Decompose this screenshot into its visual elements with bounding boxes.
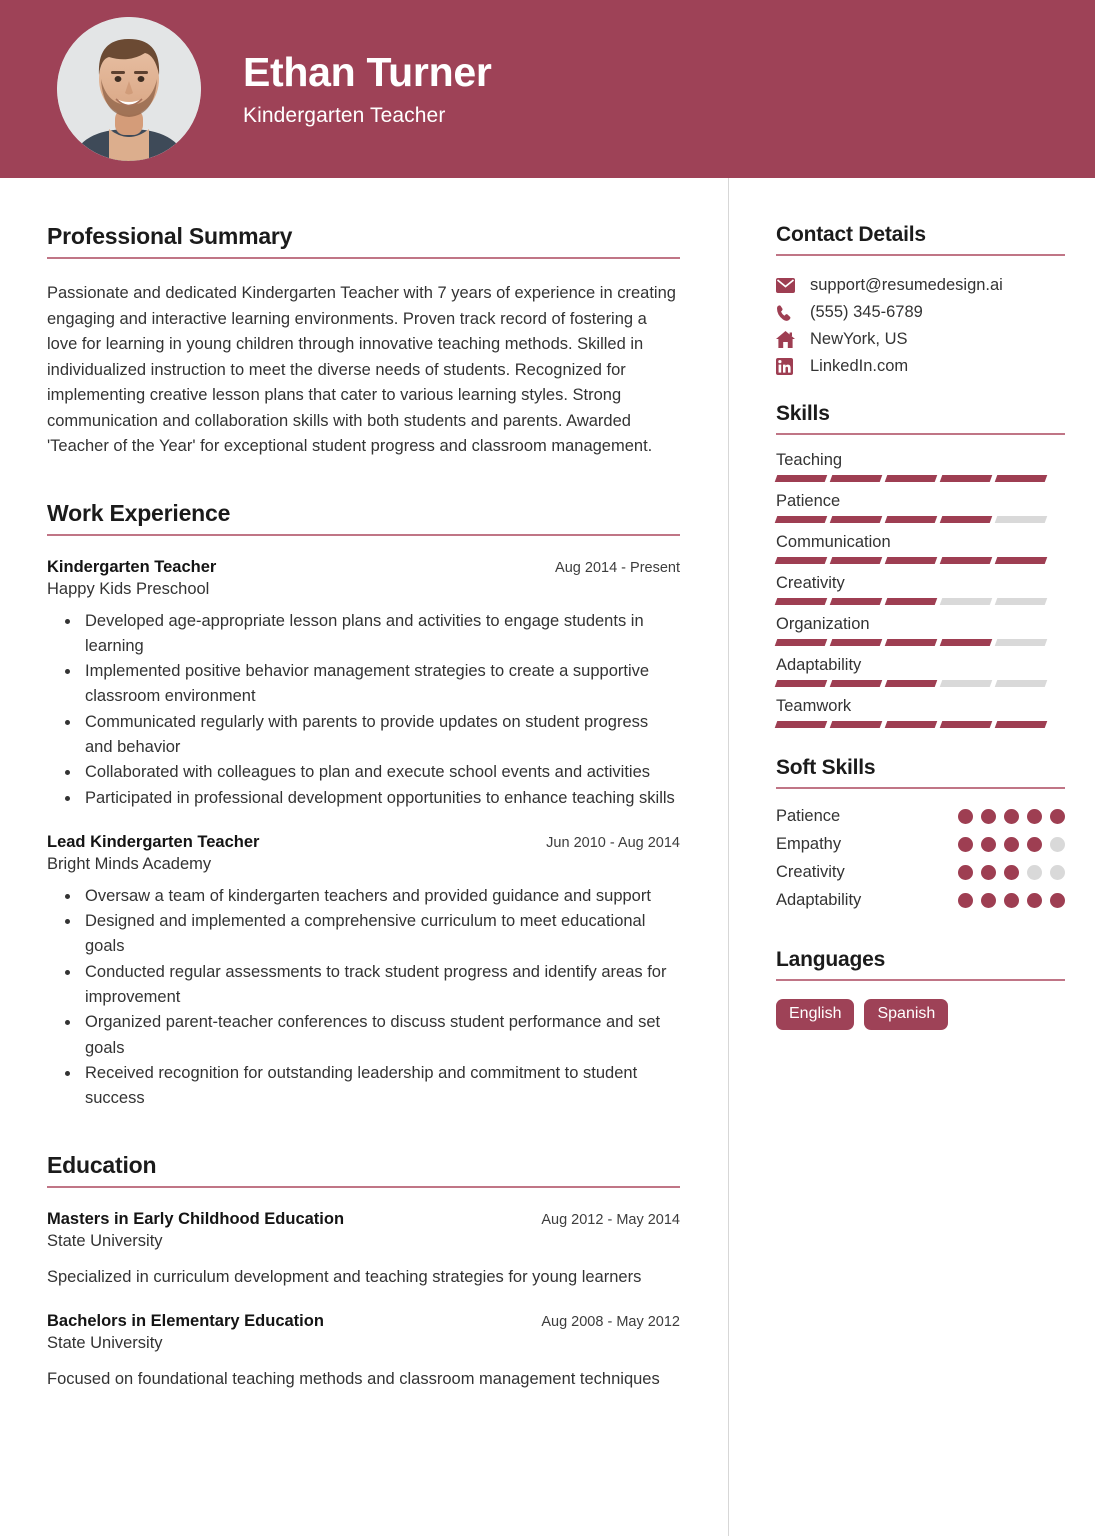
experience-bullet: • Communicated regularly with parents to provide updates on student progress and behavior [81, 710, 680, 761]
skill-bar-segment [885, 598, 938, 605]
section-heading: Contact Details [776, 223, 926, 246]
section-heading: Professional Summary [47, 223, 293, 249]
summary-text: Passionate and dedicated Kindergarten Teacher with 7 years of experience in creating engaging and interactive learning environments. Proven track record of fostering a love for learning in young children through innovative teaching methods. Skilled in individualized instruction to meet the diverse needs of students. Recognized for implementing creative lesson plans that cater to various learning styles. Strong communication and collaboration skills with both students and parents. Awarded 'Teacher of the Year' for exceptional student progress and classroom management. [47, 284, 676, 455]
experience-list [47, 558, 680, 1112]
entry-header [47, 558, 680, 577]
education-list [47, 1210, 680, 1393]
section-underline [776, 254, 1065, 256]
linkedin-icon [776, 358, 798, 375]
degree-date: Aug 2008 - May 2012 [541, 1314, 680, 1331]
skill-bar-segment [995, 721, 1048, 728]
experience-bullet: • Implemented positive behavior management strategies to create a supportive classroom environment [81, 659, 680, 710]
skill-bar-segment [940, 721, 993, 728]
skill-item [776, 574, 1065, 605]
experience-bullet: • Developed age-appropriate lesson plans and activities to engage students in learning [81, 609, 680, 660]
soft-skill-row [776, 807, 1065, 826]
skill-bar-segment [995, 598, 1048, 605]
skill-bar-segment [775, 516, 828, 523]
soft-skill-name: Creativity [776, 863, 845, 881]
rating-dot [1027, 865, 1042, 880]
job-date: Jun 2010 - Aug 2014 [546, 834, 680, 851]
school-name: State University [47, 1334, 163, 1353]
contact-value: (555) 345-6789 [810, 303, 923, 321]
resume-body [0, 178, 1095, 1536]
degree-title: Bachelors in Elementary Education [47, 1312, 324, 1331]
language-badge[interactable]: English [776, 999, 854, 1030]
soft-skill-rating [958, 809, 1065, 824]
rating-dot [1004, 837, 1019, 852]
job-role: Kindergarten Teacher [47, 557, 217, 576]
contact-row[interactable] [776, 357, 1065, 376]
skill-item [776, 492, 1065, 523]
skill-bar-segment [940, 475, 993, 482]
contact-value: LinkedIn.com [810, 357, 909, 375]
skill-bar-segment [775, 475, 828, 482]
skill-name: Adaptability [776, 656, 862, 674]
soft-skill-rating [958, 893, 1065, 908]
skill-bar [776, 557, 1046, 564]
skill-bar [776, 639, 1046, 646]
skill-bar [776, 598, 1046, 605]
profile-photo-icon [57, 17, 201, 161]
rating-dot [958, 865, 973, 880]
contact-value: support@resumedesign.ai [810, 276, 1003, 294]
soft-skill-rating [958, 837, 1065, 852]
skill-name: Organization [776, 615, 870, 633]
skill-bar [776, 680, 1046, 687]
experience-bullet: • Oversaw a team of kindergarten teachers and provided guidance and support [81, 884, 680, 909]
contact-value: NewYork, US [810, 330, 908, 348]
sidebar-column [728, 178, 1095, 1536]
education-entry [47, 1312, 680, 1393]
skill-name: Teamwork [776, 697, 852, 715]
job-title: Kindergarten Teacher [243, 103, 446, 127]
skill-bar-segment [995, 475, 1048, 482]
skill-bar-segment [885, 475, 938, 482]
skill-bar-segment [775, 557, 828, 564]
avatar [57, 17, 201, 161]
job-organization: Bright Minds Academy [47, 854, 212, 873]
experience-bullet: • Conducted regular assessments to track student progress and identify areas for improvement [81, 960, 680, 1011]
entry-header [47, 1312, 680, 1331]
soft-skill-row [776, 863, 1065, 882]
skill-bar-segment [830, 475, 883, 482]
skill-item [776, 697, 1065, 728]
skill-bar [776, 475, 1046, 482]
skill-item [776, 533, 1065, 564]
skill-item [776, 451, 1065, 482]
job-date: Aug 2014 - Present [555, 559, 680, 576]
skill-bar-segment [940, 516, 993, 523]
soft-skill-name: Empathy [776, 835, 842, 853]
section-underline [47, 1186, 680, 1188]
contact-row[interactable] [776, 276, 1065, 295]
rating-dot [1004, 809, 1019, 824]
skills-list [776, 451, 1065, 728]
phone-icon [776, 304, 798, 322]
section-contact-details [776, 223, 1065, 256]
skill-bar-segment [830, 639, 883, 646]
soft-skills-list [776, 807, 1065, 910]
soft-skill-row [776, 835, 1065, 854]
rating-dot [1050, 865, 1065, 880]
skill-name: Patience [776, 492, 841, 510]
rating-dot [958, 837, 973, 852]
rating-dot [1027, 893, 1042, 908]
contact-row[interactable] [776, 303, 1065, 322]
rating-dot [981, 837, 996, 852]
section-underline [47, 534, 680, 536]
skill-bar-segment [775, 639, 828, 646]
main-column [0, 178, 728, 1536]
rating-dot [958, 893, 973, 908]
section-languages [776, 948, 1065, 981]
degree-title: Masters in Early Childhood Education [47, 1209, 345, 1228]
experience-bullet: • Designed and implemented a comprehensive curriculum to meet educational goals [81, 909, 680, 960]
section-heading: Education [47, 1151, 157, 1178]
rating-dot [981, 809, 996, 824]
rating-dot [981, 893, 996, 908]
degree-description: Specialized in curriculum development and teaching strategies for young learners [47, 1267, 642, 1286]
rating-dot [1004, 893, 1019, 908]
section-heading: Soft Skills [776, 756, 876, 779]
skill-bar-segment [885, 721, 938, 728]
skill-bar-segment [830, 680, 883, 687]
skill-bar-segment [940, 598, 993, 605]
section-skills [776, 402, 1065, 435]
section-underline [776, 433, 1065, 435]
job-organization: Happy Kids Preschool [47, 579, 210, 598]
entry-header [47, 1210, 680, 1229]
full-name: Ethan Turner [243, 49, 492, 96]
rating-dot [958, 809, 973, 824]
job-role: Lead Kindergarten Teacher [47, 832, 260, 851]
skill-bar-segment [830, 721, 883, 728]
contact-list [776, 276, 1065, 376]
skill-bar-segment [995, 680, 1048, 687]
rating-dot [1004, 865, 1019, 880]
skill-bar-segment [885, 557, 938, 564]
soft-skill-rating [958, 865, 1065, 880]
skill-bar-segment [995, 557, 1048, 564]
home-icon [776, 331, 798, 348]
experience-bullets [47, 884, 680, 1112]
section-underline [47, 257, 680, 259]
skill-bar [776, 721, 1046, 728]
skill-bar-segment [775, 680, 828, 687]
header-text [243, 50, 492, 127]
language-badge[interactable]: Spanish [864, 999, 948, 1030]
section-heading: Skills [776, 402, 830, 425]
school-name: State University [47, 1231, 163, 1250]
section-work-experience [47, 500, 680, 536]
skill-bar-segment [885, 516, 938, 523]
skill-item [776, 615, 1065, 646]
skill-name: Creativity [776, 574, 845, 592]
skill-bar-segment [995, 516, 1048, 523]
section-underline [776, 787, 1065, 789]
skill-item [776, 656, 1065, 687]
rating-dot [1050, 893, 1065, 908]
envelope-icon [776, 278, 798, 293]
skill-bar-segment [830, 516, 883, 523]
experience-bullet: • Collaborated with colleagues to plan and execute school events and activities [81, 760, 680, 785]
contact-row[interactable] [776, 330, 1065, 349]
section-professional-summary [47, 223, 680, 259]
rating-dot [1027, 837, 1042, 852]
skill-bar-segment [830, 598, 883, 605]
languages-list [776, 999, 1065, 1030]
skill-bar-segment [775, 721, 828, 728]
soft-skill-name: Adaptability [776, 891, 862, 909]
skill-bar-segment [940, 639, 993, 646]
skill-bar-segment [940, 557, 993, 564]
section-soft-skills [776, 756, 1065, 789]
section-education [47, 1152, 680, 1188]
degree-description: Focused on foundational teaching methods and classroom management techniques [47, 1370, 660, 1389]
entry-header [47, 833, 680, 852]
experience-bullets [47, 609, 680, 811]
rating-dot [981, 865, 996, 880]
rating-dot [1050, 837, 1065, 852]
skill-name: Communication [776, 533, 891, 551]
soft-skill-name: Patience [776, 807, 841, 825]
skill-bar-segment [940, 680, 993, 687]
skill-bar-segment [885, 639, 938, 646]
soft-skill-row [776, 891, 1065, 910]
section-heading: Languages [776, 948, 886, 971]
rating-dot [1027, 809, 1042, 824]
experience-entry [47, 558, 680, 811]
skill-name: Teaching [776, 451, 843, 469]
experience-entry [47, 833, 680, 1112]
skill-bar-segment [830, 557, 883, 564]
skill-bar [776, 516, 1046, 523]
experience-bullet: • Participated in professional development opportunities to enhance teaching skills [81, 786, 680, 811]
skill-bar-segment [885, 680, 938, 687]
experience-bullet: • Organized parent-teacher conferences to discuss student performance and set goals [81, 1010, 680, 1061]
education-entry [47, 1210, 680, 1291]
skill-bar-segment [775, 598, 828, 605]
resume-header [0, 0, 1095, 178]
degree-date: Aug 2012 - May 2014 [541, 1211, 680, 1228]
skill-bar-segment [995, 639, 1048, 646]
rating-dot [1050, 809, 1065, 824]
section-heading: Work Experience [47, 499, 231, 526]
section-underline [776, 979, 1065, 981]
experience-bullet: • Received recognition for outstanding leadership and commitment to student success [81, 1061, 680, 1112]
